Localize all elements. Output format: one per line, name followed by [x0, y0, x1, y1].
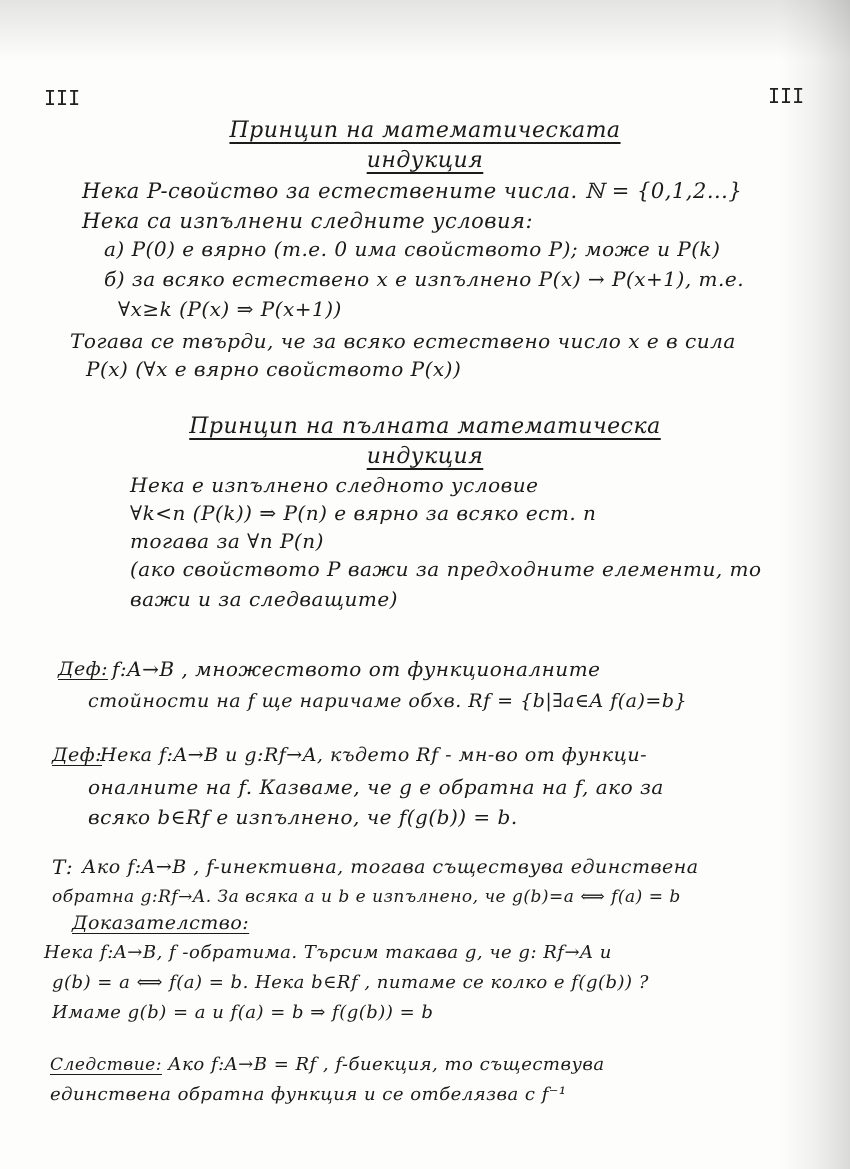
corollary-line: единствена обратна функция и се отбелязва с f⁻¹ — [50, 1084, 567, 1105]
theorem-line: обратна g:Rf→A. За всяка a и b е изпълнено, че g(b)=a ⟺ f(a) = b — [52, 887, 681, 907]
section2-line: (ако свойството P важи за предходните елементи, то — [130, 557, 762, 581]
section2-line: Нека е изпълнено следното условие — [130, 473, 539, 497]
theorem-label: Т: — [52, 855, 74, 879]
definition-line: оналните на f. Казваме, че g е обратна на f, ако за — [88, 775, 664, 799]
theorem-line: Ако f:A→B , f-инективна, тогава съществува единствена — [82, 856, 699, 878]
section1-line: а) P(0) е вярно (т.е. 0 има свойството P); може и P(k) — [104, 237, 721, 261]
definition-label: Деф: — [58, 658, 108, 680]
definition-line: f:A→B , множеството от функционалните — [112, 657, 601, 681]
definition-line: всяко b∈Rf е изпълнено, че f(g(b)) = b. — [88, 805, 518, 829]
proof-line: g(b) = a ⟺ f(a) = b. Нека b∈Rf , питаме се колко е f(g(b)) ? — [52, 972, 649, 993]
section1-line: Нека P-свойство за естествените числа. ℕ = {0,1,2...} — [82, 179, 743, 203]
proof-line: Имаме g(b) = a и f(a) = b ⇒ f(g(b)) = b — [52, 1002, 434, 1023]
section2-line: ∀k<n (P(k)) ⇒ P(n) е вярно за всяко ест. n — [130, 501, 597, 525]
page-number-left: III — [44, 86, 81, 110]
definition-line: стойности на f ще наричаме обхв. Rf = {b|∃a∈A f(a)=b} — [88, 690, 688, 712]
section1-title-line2: индукция — [366, 148, 484, 173]
section1-line: Нека са изпълнени следните условия: — [82, 209, 534, 233]
section2-title-line2: индукция — [366, 444, 484, 469]
section2-line: важи и за следващите) — [130, 587, 398, 611]
corollary-label: Следствие: — [50, 1055, 162, 1075]
section2-line: тогава за ∀n P(n) — [130, 529, 324, 553]
section1-line: ∀x≥k (P(x) ⇒ P(x+1)) — [118, 297, 342, 321]
page-number-right: III — [768, 84, 805, 108]
section1-title-line1: Принцип на математическата — [229, 118, 621, 143]
proof-title: Доказателство: — [72, 912, 250, 934]
proof-line: Нека f:A→B, f -обратима. Търсим такава g, че g: Rf→A и — [44, 942, 612, 963]
section1-line: б) за всяко естествено x е изпълнено P(x) → P(x+1), т.е. — [104, 267, 745, 291]
section1-line: Тогава се твърди, че за всяко естествено число x е в сила — [70, 329, 736, 353]
section1-line: P(x) (∀x е вярно свойството P(x)) — [86, 357, 462, 381]
section2-title-line1: Принцип на пълната математическа — [189, 414, 661, 439]
scan-shadow — [0, 0, 850, 60]
corollary-line: Ако f:A→B = Rf , f-биекция, то съществува — [168, 1054, 605, 1075]
definition-label: Деф: — [52, 744, 102, 766]
definition-line: Нека f:A→B и g:Rf→A, където Rf - мн-во от функци- — [100, 744, 648, 766]
